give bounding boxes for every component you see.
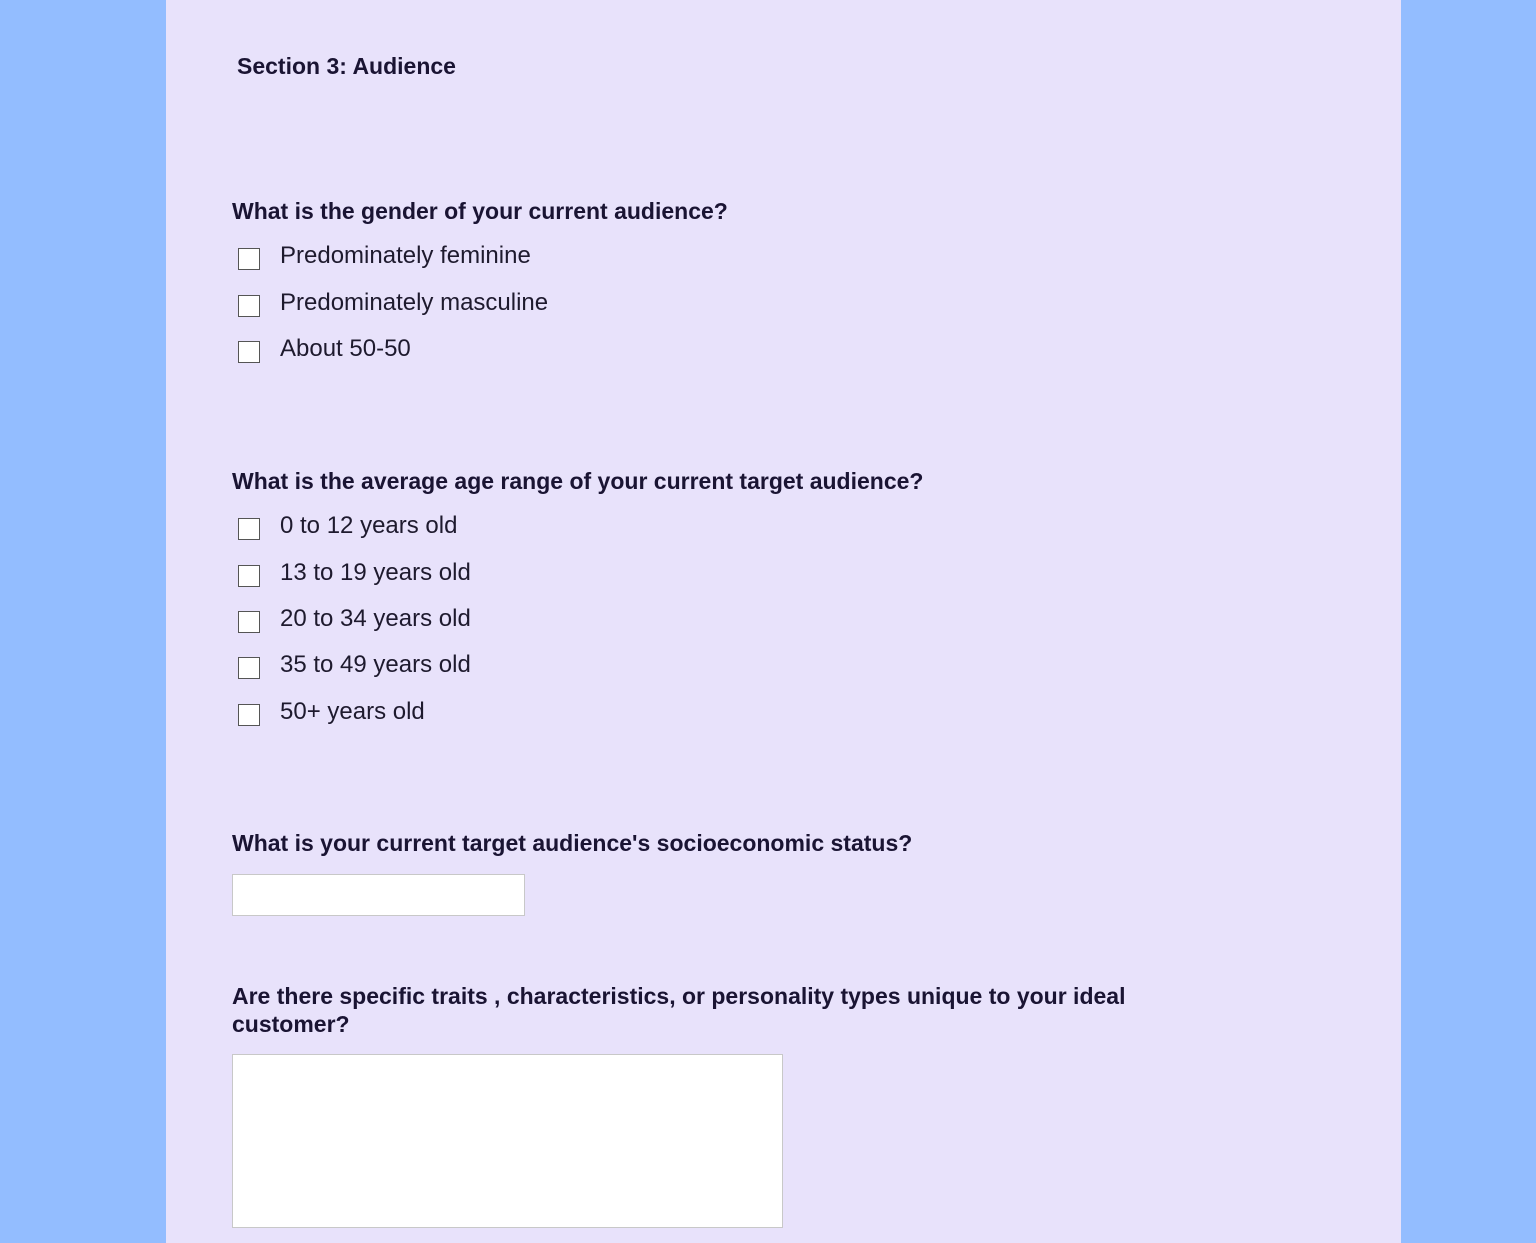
option-label: 20 to 34 years old bbox=[280, 604, 471, 632]
checkbox-predominately-masculine[interactable] bbox=[238, 295, 260, 317]
checkbox-age-13-19[interactable] bbox=[238, 565, 260, 587]
option-label: 13 to 19 years old bbox=[280, 558, 471, 586]
question-gender: What is the gender of your current audience? bbox=[232, 198, 728, 224]
checkbox-age-35-49[interactable] bbox=[238, 657, 260, 679]
option-predominately-feminine[interactable] bbox=[238, 233, 548, 279]
option-label: 0 to 12 years old bbox=[280, 512, 458, 540]
checkbox-age-50-plus[interactable] bbox=[238, 704, 260, 726]
gender-options bbox=[238, 233, 548, 372]
question-socioeconomic-status: What is your current target audience's socioeconomic status? bbox=[232, 830, 913, 856]
age-range-options bbox=[238, 503, 471, 735]
question-customer-traits: Are there specific traits , characteristics, or personality types unique to your ideal customer? bbox=[232, 983, 1126, 1037]
form-panel bbox=[166, 0, 1401, 1243]
option-label: 35 to 49 years old bbox=[280, 651, 471, 679]
checkbox-about-50-50[interactable] bbox=[238, 341, 260, 363]
socioeconomic-status-input[interactable] bbox=[232, 874, 525, 916]
option-predominately-masculine[interactable] bbox=[238, 279, 548, 325]
option-label: Predominately feminine bbox=[280, 242, 531, 270]
option-age-13-19[interactable] bbox=[238, 549, 471, 595]
checkbox-age-0-12[interactable] bbox=[238, 518, 260, 540]
option-age-35-49[interactable] bbox=[238, 642, 471, 688]
option-label: 50+ years old bbox=[280, 697, 425, 725]
section-title: Section 3: Audience bbox=[237, 53, 456, 79]
option-age-50-plus[interactable] bbox=[238, 689, 471, 735]
question-age-range: What is the average age range of your current target audience? bbox=[232, 468, 924, 494]
option-about-50-50[interactable] bbox=[238, 326, 548, 372]
option-age-20-34[interactable] bbox=[238, 596, 471, 642]
customer-traits-textarea[interactable] bbox=[232, 1054, 783, 1228]
option-age-0-12[interactable] bbox=[238, 503, 471, 549]
option-label: About 50-50 bbox=[280, 334, 411, 362]
checkbox-age-20-34[interactable] bbox=[238, 611, 260, 633]
checkbox-predominately-feminine[interactable] bbox=[238, 248, 260, 270]
option-label: Predominately masculine bbox=[280, 288, 549, 316]
